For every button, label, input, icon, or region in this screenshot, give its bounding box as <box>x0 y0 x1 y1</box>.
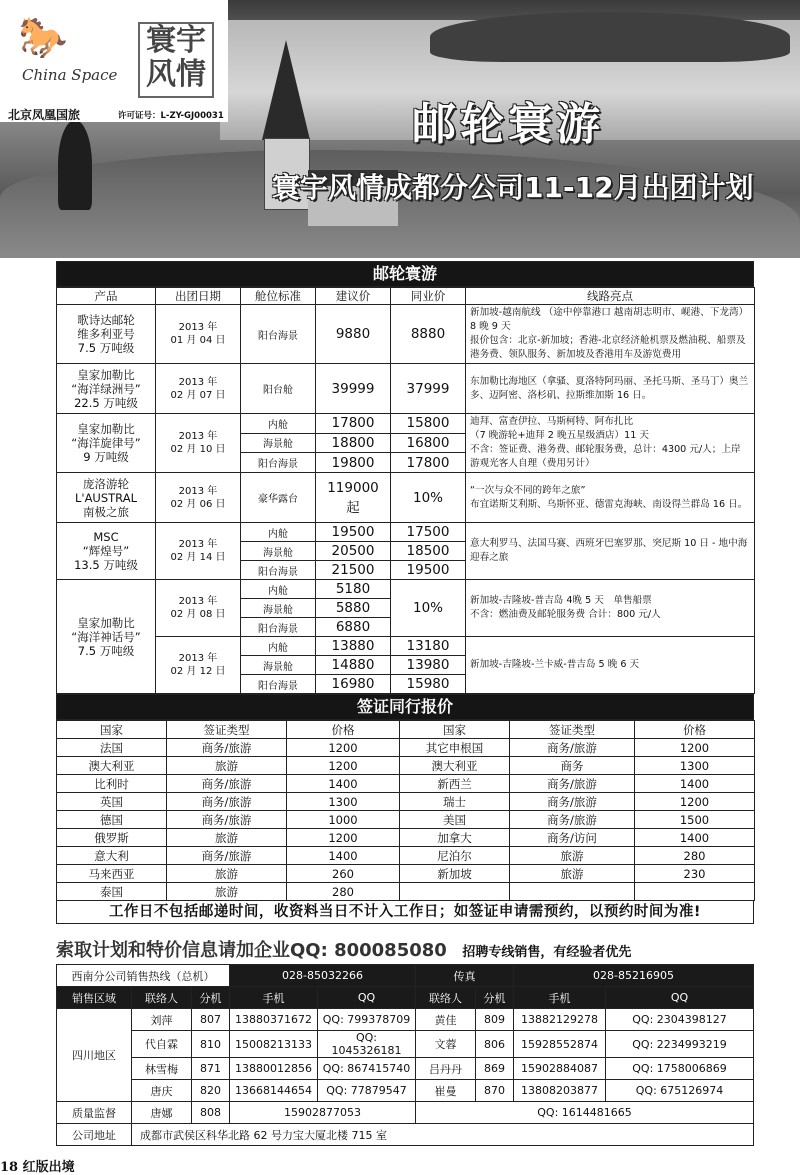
mobile: 13808203877 <box>514 1080 606 1102</box>
route-highlights: 新加坡-吉隆坡-普吉岛 4晚 5 天 单售船票 不含：燃油费及邮轮服务费 合计：800 元/人 <box>466 580 755 637</box>
visa-row <box>57 847 755 865</box>
visa-country: 加拿大 <box>400 829 510 847</box>
visa-price: 1400 <box>287 775 400 793</box>
logo-chinese: 寰宇风情 <box>138 22 214 98</box>
visa-column-header: 价格 <box>635 721 755 739</box>
product-name: 皇家加勒比 “海洋绿洲号” 22.5 万吨级 <box>57 364 156 414</box>
suggested-price: 13880 <box>316 637 391 656</box>
visa-country: 法国 <box>57 739 167 757</box>
departure-date: 2013 年 01 月 04 日 <box>156 305 241 364</box>
contact-column-header: 手机 <box>514 987 606 1009</box>
cruise-row <box>57 523 755 542</box>
recruit-text: 招聘专线销售，有经验者优先 <box>462 945 632 960</box>
route-highlights: “一次与众不同的跨年之旅” 布宜诺斯艾利斯、乌斯怀亚、德雷克海峡、南设得兰群岛 16 日。 <box>466 473 755 523</box>
product-name: 庞洛游轮 L'AUSTRAL 南极之旅 <box>57 473 156 523</box>
church-spire-image <box>262 40 310 140</box>
contact-column-header: 分机 <box>192 987 230 1009</box>
qq: QQ: 2234993219 <box>606 1031 754 1058</box>
quality-name: 唐娜 <box>132 1102 192 1124</box>
suggested-price: 17800 <box>316 414 391 434</box>
mobile: 13880012856 <box>230 1058 318 1080</box>
visa-price: 1500 <box>635 811 755 829</box>
visa-price: 1300 <box>635 757 755 775</box>
visa-column-header: 国家 <box>400 721 510 739</box>
visa-column-header: 价格 <box>287 721 400 739</box>
departure-date: 2013 年 02 月 06 日 <box>156 473 241 523</box>
visa-price: 230 <box>635 865 755 883</box>
extension: 820 <box>192 1080 230 1102</box>
visa-type: 旅游 <box>167 883 287 901</box>
page-subtitle: 寰宇风情成都分公司11-12月出团计划 <box>272 171 754 204</box>
suggested-price: 21500 <box>316 561 391 580</box>
visa-country: 俄罗斯 <box>57 829 167 847</box>
peer-price: 10% <box>391 473 466 523</box>
peer-price: 8880 <box>391 305 466 364</box>
island-image <box>430 12 790 62</box>
mobile: 13880371672 <box>230 1009 318 1031</box>
hotline-row <box>57 965 754 987</box>
contact-column-header: 手机 <box>230 987 318 1009</box>
visa-country: 泰国 <box>57 883 167 901</box>
cruise-column-header: 出团日期 <box>156 288 241 305</box>
suggested-price: 18800 <box>316 433 391 453</box>
peer-price: 13180 <box>391 637 466 656</box>
visa-type: 商务/旅游 <box>510 793 635 811</box>
departure-date: 2013 年 02 月 10 日 <box>156 414 241 473</box>
suggested-price: 6880 <box>316 618 391 637</box>
visa-notice: 工作日不包括邮递时间，收资料当日不计入工作日；如签证申请需预约，以预约时间为准! <box>56 901 754 924</box>
cabin-type: 阳台海景 <box>241 618 316 637</box>
visa-price: 1000 <box>287 811 400 829</box>
visa-price: 1300 <box>287 793 400 811</box>
visa-country: 其它申根国 <box>400 739 510 757</box>
contact-column-header: 联络人 <box>132 987 192 1009</box>
cabin-type: 海景舱 <box>241 542 316 561</box>
suggested-price: 9880 <box>316 305 391 364</box>
product-name: 皇家加勒比 “海洋神话号” 7.5 万吨级 <box>57 580 156 694</box>
contact-name: 吕丹丹 <box>416 1058 476 1080</box>
peer-price: 37999 <box>391 364 466 414</box>
departure-date: 2013 年 02 月 08 日 <box>156 580 241 637</box>
qq-promo-text: 索取计划和特价信息请加企业QQ: 800085080 <box>56 940 447 961</box>
agency-name: 北京凤凰国旅 <box>8 108 81 122</box>
license-number: 许可证号：L-ZY-GJ00031 <box>118 111 224 121</box>
visa-type: 商务/旅游 <box>167 793 287 811</box>
cruise-row <box>57 637 755 656</box>
cabin-type: 阳台海景 <box>241 305 316 364</box>
visa-country: 马来西亚 <box>57 865 167 883</box>
peer-price: 18500 <box>391 542 466 561</box>
suggested-price: 20500 <box>316 542 391 561</box>
visa-country: 德国 <box>57 811 167 829</box>
cruise-row <box>57 305 755 364</box>
suggested-price: 19800 <box>316 453 391 473</box>
visa-country: 澳大利亚 <box>57 757 167 775</box>
contact-name: 林雪梅 <box>132 1058 192 1080</box>
visa-country: 比利时 <box>57 775 167 793</box>
contact-row <box>57 1058 754 1080</box>
visa-country: 新西兰 <box>400 775 510 793</box>
visa-type: 旅游 <box>510 865 635 883</box>
cruise-column-header: 产品 <box>57 288 156 305</box>
visa-country <box>400 883 510 901</box>
quality-row <box>57 1102 754 1124</box>
visa-column-header: 签证类型 <box>510 721 635 739</box>
visa-column-header: 国家 <box>57 721 167 739</box>
cruise-column-header: 线路亮点 <box>466 288 755 305</box>
visa-price: 1400 <box>287 847 400 865</box>
tree-image <box>58 120 92 210</box>
visa-country: 新加坡 <box>400 865 510 883</box>
suggested-price: 39999 <box>316 364 391 414</box>
visa-row <box>57 829 755 847</box>
extension: 807 <box>192 1009 230 1031</box>
qilin-logo-icon: 🐎 <box>18 15 68 61</box>
visa-country: 瑞士 <box>400 793 510 811</box>
visa-price: 1200 <box>287 829 400 847</box>
peer-price: 19500 <box>391 561 466 580</box>
mobile: 13882129278 <box>514 1009 606 1031</box>
cabin-type: 阳台舱 <box>241 364 316 414</box>
cabin-type: 内舱 <box>241 523 316 542</box>
qq: QQ: 675126974 <box>606 1080 754 1102</box>
contact-name: 唐庆 <box>132 1080 192 1102</box>
visa-row <box>57 865 755 883</box>
visa-price: 1200 <box>635 793 755 811</box>
contact-column-header: QQ <box>318 987 416 1009</box>
mobile: 15902884087 <box>514 1058 606 1080</box>
peer-price: 13980 <box>391 656 466 675</box>
mobile: 13668144654 <box>230 1080 318 1102</box>
cabin-type: 阳台海景 <box>241 561 316 580</box>
cabin-type: 内舱 <box>241 414 316 434</box>
visa-row <box>57 757 755 775</box>
cruise-header-row <box>57 288 755 305</box>
contact-name: 刘萍 <box>132 1009 192 1031</box>
cruise-column-header: 同业价 <box>391 288 466 305</box>
address-label: 公司地址 <box>57 1124 132 1146</box>
visa-header-row <box>57 721 755 739</box>
suggested-price: 19500 <box>316 523 391 542</box>
cabin-type: 阳台海景 <box>241 675 316 694</box>
cruise-row <box>57 473 755 523</box>
contact-column-header: 分机 <box>476 987 514 1009</box>
visa-row <box>57 793 755 811</box>
visa-price: 1200 <box>287 757 400 775</box>
contact-name: 崔曼 <box>416 1080 476 1102</box>
contact-row <box>57 1009 754 1031</box>
logo-area <box>0 0 228 122</box>
visa-price: 1400 <box>635 775 755 793</box>
suggested-price: 119000 起 <box>316 473 391 523</box>
visa-type <box>510 883 635 901</box>
quality-label: 质量监督 <box>57 1102 132 1124</box>
visa-type: 商务/旅游 <box>510 739 635 757</box>
departure-date: 2013 年 02 月 07 日 <box>156 364 241 414</box>
cruise-row <box>57 580 755 599</box>
fax-number: 028-85216905 <box>514 965 754 987</box>
cabin-type: 海景舱 <box>241 433 316 453</box>
promo-line <box>56 936 796 962</box>
visa-country: 意大利 <box>57 847 167 865</box>
cabin-type: 豪华露台 <box>241 473 316 523</box>
contact-column-header: 联络人 <box>416 987 476 1009</box>
cruise-column-header: 建议价 <box>316 288 391 305</box>
cabin-type: 海景舱 <box>241 656 316 675</box>
product-name: 歌诗达邮轮 维多利亚号 7.5 万吨级 <box>57 305 156 364</box>
visa-price: 280 <box>635 847 755 865</box>
peer-price: 17800 <box>391 453 466 473</box>
extension: 869 <box>476 1058 514 1080</box>
peer-price: 15980 <box>391 675 466 694</box>
route-highlights: 新加坡-吉隆坡-兰卡威-普吉岛 5 晚 6 天 <box>466 637 755 694</box>
contact-column-header: QQ <box>606 987 754 1009</box>
qq: QQ: 2304398127 <box>606 1009 754 1031</box>
visa-price: 1400 <box>635 829 755 847</box>
suggested-price: 14880 <box>316 656 391 675</box>
page-title: 邮轮寰游 <box>412 99 604 150</box>
visa-country: 澳大利亚 <box>400 757 510 775</box>
peer-price: 17500 <box>391 523 466 542</box>
visa-section-title: 签证同行报价 <box>56 694 754 720</box>
hotline-number: 028-85032266 <box>230 965 416 987</box>
visa-country: 英国 <box>57 793 167 811</box>
route-highlights: 新加坡-越南航线 （途中停靠港口 越南胡志明市、岘港、下龙湾）8 晚 9 天 报价包含：北京-新加坡；香港-北京经济舱机票及燃油税、船票及港务费、领队服务、新加坡及香港用车及游览费用 <box>466 305 755 364</box>
visa-type: 商务/旅游 <box>167 739 287 757</box>
cruise-row <box>57 414 755 434</box>
route-highlights: 迪拜、富查伊拉、马斯柯特、阿布扎比 （7 晚游轮+迪拜 2 晚五星级酒店）11 天 不含：签证费、港务费、邮轮服务费，总计：4300 元/人；上岸游观光客人自理（费用另计） <box>466 414 755 473</box>
extension: 870 <box>476 1080 514 1102</box>
contact-column-header: 销售区域 <box>57 987 132 1009</box>
visa-type: 旅游 <box>167 829 287 847</box>
qq: QQ: 867415740 <box>318 1058 416 1080</box>
qq: QQ: 1758006869 <box>606 1058 754 1080</box>
suggested-price: 16980 <box>316 675 391 694</box>
visa-type: 商务/旅游 <box>167 847 287 865</box>
quality-extension: 808 <box>192 1102 230 1124</box>
visa-type: 商务/旅游 <box>167 775 287 793</box>
mobile: 15008213133 <box>230 1031 318 1058</box>
contact-table <box>56 964 754 1146</box>
product-name: MSC “辉煌号” 13.5 万吨级 <box>57 523 156 580</box>
cabin-type: 内舱 <box>241 580 316 599</box>
suggested-price: 5180 <box>316 580 391 599</box>
departure-date: 2013 年 02 月 14 日 <box>156 523 241 580</box>
visa-row <box>57 811 755 829</box>
visa-column-header: 签证类型 <box>167 721 287 739</box>
cabin-type: 海景舱 <box>241 599 316 618</box>
contact-row <box>57 1080 754 1102</box>
contact-name: 代自霖 <box>132 1031 192 1058</box>
page-footer: 18 红版出境 <box>0 1160 75 1175</box>
visa-type: 商务/旅游 <box>510 775 635 793</box>
product-name: 皇家加勒比 “海洋旋律号” 9 万吨级 <box>57 414 156 473</box>
visa-country: 美国 <box>400 811 510 829</box>
hotline-label: 西南分公司销售热线（总机） <box>57 965 230 987</box>
peer-price: 15800 <box>391 414 466 434</box>
hero-banner <box>0 0 800 258</box>
contact-section <box>56 964 753 1146</box>
visa-type: 商务/旅游 <box>510 811 635 829</box>
cruise-section-title: 邮轮寰游 <box>56 261 754 287</box>
mobile: 15928552874 <box>514 1031 606 1058</box>
peer-price: 10% <box>391 580 466 637</box>
cruise-table <box>56 287 755 694</box>
visa-type: 旅游 <box>167 865 287 883</box>
qq: QQ: 1045326181 <box>318 1031 416 1058</box>
peer-price: 16800 <box>391 433 466 453</box>
visa-row <box>57 775 755 793</box>
visa-type: 商务 <box>510 757 635 775</box>
cabin-type: 内舱 <box>241 637 316 656</box>
visa-price: 260 <box>287 865 400 883</box>
address-row <box>57 1124 754 1146</box>
contact-name: 黄佳 <box>416 1009 476 1031</box>
logo-english: China Space <box>22 66 118 84</box>
contact-row <box>57 1031 754 1058</box>
visa-table <box>56 720 755 901</box>
route-highlights: 东加勒比海地区（拿骚、夏洛特阿玛丽、圣托马斯、圣马丁）奥兰多、迈阿密、洛杉矶、拉斯维加斯 16 日。 <box>466 364 755 414</box>
visa-type: 旅游 <box>167 757 287 775</box>
visa-type: 商务/访问 <box>510 829 635 847</box>
extension: 806 <box>476 1031 514 1058</box>
quality-qq: QQ: 1614481665 <box>416 1102 754 1124</box>
visa-row <box>57 739 755 757</box>
visa-price: 280 <box>287 883 400 901</box>
quality-mobile: 15902877053 <box>230 1102 416 1124</box>
fax-label: 传真 <box>416 965 514 987</box>
visa-type: 旅游 <box>510 847 635 865</box>
visa-price: 1200 <box>635 739 755 757</box>
contact-header-row <box>57 987 754 1009</box>
extension: 809 <box>476 1009 514 1031</box>
departure-date: 2013 年 02 月 12 日 <box>156 637 241 694</box>
visa-price <box>635 883 755 901</box>
visa-type: 商务/旅游 <box>167 811 287 829</box>
extension: 810 <box>192 1031 230 1058</box>
visa-row <box>57 883 755 901</box>
sales-region: 四川地区 <box>57 1009 132 1102</box>
route-highlights: 意大利罗马、法国马赛、西班牙巴塞罗那、突尼斯 10 日 - 地中海迎春之旅 <box>466 523 755 580</box>
visa-price: 1200 <box>287 739 400 757</box>
visa-country: 尼泊尔 <box>400 847 510 865</box>
company-address: 成都市武侯区科华北路 62 号力宝大厦北楼 715 室 <box>132 1124 754 1146</box>
suggested-price: 5880 <box>316 599 391 618</box>
cabin-type: 阳台海景 <box>241 453 316 473</box>
cruise-row <box>57 364 755 414</box>
contact-name: 文蓉 <box>416 1031 476 1058</box>
cruise-column-header: 舱位标准 <box>241 288 316 305</box>
main-content <box>56 261 754 924</box>
extension: 871 <box>192 1058 230 1080</box>
qq: QQ: 77879547 <box>318 1080 416 1102</box>
qq: QQ: 799378709 <box>318 1009 416 1031</box>
